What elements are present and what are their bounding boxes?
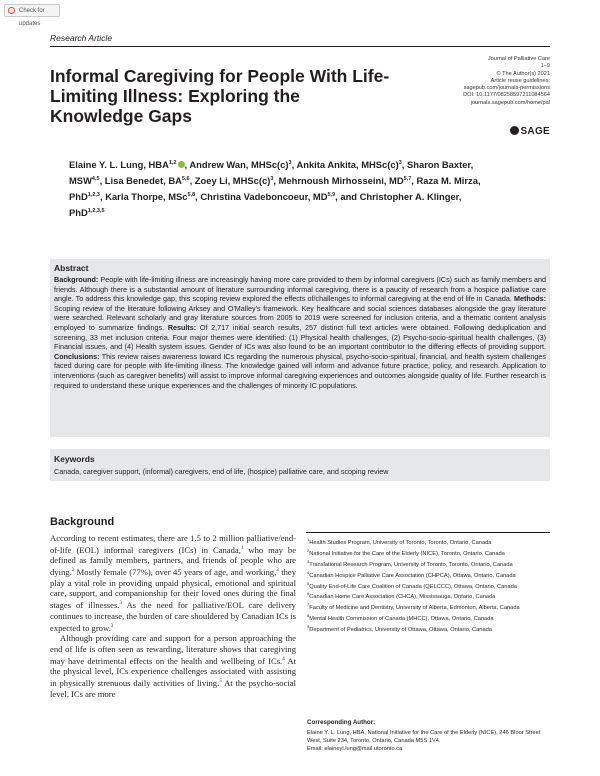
publisher-logo <box>510 126 550 137</box>
affiliation-number: 4 <box>307 569 310 575</box>
check-for-updates-badge[interactable] <box>4 4 60 27</box>
journal-info-line: 1–9 <box>540 63 550 70</box>
affiliation-text: Canadian Home Care Association (CHCA), Mississauga, Ontario, Canada <box>309 594 496 601</box>
affiliation-text: Faculty of Medicine and Dentistry, University of Alberta, Edmonton, Alberta, Canada <box>309 605 520 612</box>
abstract-section-label: Methods: <box>514 294 546 304</box>
body-text-run: At the psycho-social level, ICs are more <box>50 677 296 699</box>
author-name[interactable]: Ankita Ankita, MHSc(c) <box>296 159 399 171</box>
author-separator: , <box>291 159 297 171</box>
author-affiliation-ref: 3 <box>288 160 292 166</box>
affiliation-text: Quality End-of-Life Care Coalition of Canada (QELCCC), Ottawa, Ontario, Canada <box>309 583 517 590</box>
affiliation-item <box>307 569 549 580</box>
author-separator: , <box>411 175 417 187</box>
corresponding-email[interactable]: Email: elaineyl.lung@mail.utoronto.ca <box>307 746 403 752</box>
author-separator: , <box>99 175 105 187</box>
affiliations-list <box>307 536 549 634</box>
body-text <box>50 533 296 699</box>
author-name[interactable]: Elaine Y. L. Lung, HBA <box>69 159 169 171</box>
affiliation-text: Canadian Hospice Palliative Care Association (CHPCA), Ottawa, Ontario, Canada <box>309 572 516 579</box>
body-text-run: At the physical level, ICs experience challenges associated with assisting in physically strenuous daily activities of living. <box>50 655 296 688</box>
citation-ref[interactable]: 3 <box>119 601 122 607</box>
author-name[interactable]: Mehrnoush Mirhosseini, MD <box>278 175 404 187</box>
abstract-section-text: People with life-limiting illness are increasingly having more care provided to them by informal caregivers (ICs) such as family members and friends. Although there is a substantial amount of literature surrounding informal caregiving, there is a paucity of research from a hospice palliative care angle. To address this knowledge gap, this scoping review explored the effects of/challenges to informal caregiving at the end of life in Canada. <box>54 275 546 304</box>
author-affiliation-ref: 5,8 <box>187 192 196 199</box>
affiliation-item <box>307 547 549 558</box>
sage-logo-icon <box>510 126 519 135</box>
affiliation-number: 9 <box>307 624 310 630</box>
abstract-section-label: Conclusions: <box>54 351 100 361</box>
affiliation-text: Translational Research Program, University of Toronto, Toronto, Ontario, Canada <box>309 561 513 568</box>
journal-info <box>390 56 550 107</box>
body-text-run: Although providing care and support for a person approaching the end of life is often seen as rewarding, literature shows that caregiving may have detrimental effects on the health and wellbeing of ICs. <box>50 633 296 666</box>
author-affiliation-ref: 3 <box>270 176 274 183</box>
abstract-text <box>54 275 546 390</box>
check-updates-icon <box>8 7 15 14</box>
corresponding-author-heading: Corresponding Author: <box>307 719 376 726</box>
abstract-section-label: Results: <box>167 322 197 332</box>
author-affiliation-ref: 5,9 <box>327 192 336 199</box>
journal-info-line[interactable]: journals.sagepub.com/home/pal <box>470 99 550 106</box>
publisher-logo-text: SAGE <box>520 126 550 137</box>
affiliation-item <box>307 558 549 569</box>
author-affiliation-ref: 5,6 <box>181 176 190 183</box>
journal-info-line: © The Author(s) 2021 <box>496 70 550 77</box>
affiliation-item <box>307 623 549 634</box>
check-updates-label: Check for updates <box>19 8 45 27</box>
affiliation-item <box>307 536 549 547</box>
author-affiliation-ref: 1,2,3 <box>87 192 100 199</box>
citation-ref[interactable]: 4 <box>282 656 285 662</box>
affiliation-number: 8 <box>307 613 310 619</box>
affiliation-text: Health Studies Program, University of Toronto, Toronto, Ontario, Canada <box>309 539 492 546</box>
body-text-run: they play a vital role in providing unpaid physical, emotional and spiritual care, support, and companionship for their loved ones during the final stages of illnesses. <box>50 566 296 611</box>
author-name[interactable]: Karla Thorpe, MSc <box>105 191 188 203</box>
citation-ref[interactable]: 3 <box>276 568 279 574</box>
body-paragraph <box>50 533 296 633</box>
author-separator: , <box>99 191 106 203</box>
keywords-heading: Keywords <box>54 454 95 464</box>
affiliation-item <box>307 612 549 623</box>
body-paragraph <box>50 633 296 699</box>
citation-ref[interactable]: 5 <box>219 679 222 685</box>
abstract-section-text: Of 2,717 initial search results, 257 distinct full text articles were obtained. Following deduplication and screening, 33 met inclusion criteria. Four major themes were identified: (1) Physical health challenges, (2) Psycho-socio-spiritual health challenges, (3) Financial issues, and (4) Health system issues. Gender of ICs was also found to be an important contributor to the differing effects of providing support. <box>54 322 547 352</box>
article-type: Research Article <box>50 33 113 43</box>
affiliation-item <box>307 580 549 591</box>
corresponding-address: Elaine Y. L. Lung, HBA, National Initiative for the Care of the Elderly (NICE), 246 Bloor Street West, Suite 234, Toronto, Ontario, Canada M5S 1V4. <box>307 730 541 744</box>
affiliation-number: 5 <box>307 580 310 586</box>
abstract-heading: Abstract <box>54 263 89 273</box>
abstract-section-text: Scoping review of the literature following Arksey and O'Malley's framework. Key healthcare and social sciences databases alongside the gray literature were searched. Relevant scholarly and gray literature sources from 2005 to 2019 were screened for inclusion criteria, and a thematic content analysis employed to summarize findings. <box>54 303 546 332</box>
abstract-section-label: Background: <box>54 275 99 284</box>
body-text-run: As the need for palliative/EOL care delivery continues to increase, the burden of care shouldered by Canadian ICs is expected to grow. <box>50 600 296 633</box>
author-separator: , and <box>335 191 360 203</box>
author-affiliation-ref: 1,2,3,5 <box>87 208 105 215</box>
orcid-icon[interactable] <box>178 161 185 168</box>
author-separator: , <box>273 175 279 187</box>
affiliation-number: 1 <box>307 537 310 542</box>
journal-info-line: Journal of Palliative Care <box>487 56 550 62</box>
keywords-box <box>50 449 550 481</box>
keywords-text: Canada, caregiver support, (informal) caregivers, end of life, (hospice) palliative care, and scoping review <box>54 467 389 476</box>
citation-ref[interactable]: 2 <box>71 568 75 574</box>
author-list <box>69 156 489 221</box>
author-separator: , <box>184 159 190 171</box>
affiliation-number: 7 <box>307 602 310 608</box>
body-text-run: who may be defined as family members, partners, and friends of people who are dying. <box>50 544 297 577</box>
journal-info-line[interactable]: DOI: 10.1177/08258597211084564 <box>463 92 550 99</box>
affiliation-item <box>307 590 549 601</box>
article-title: Informal Caregiving for People With Life-Limiting Illness: Exploring the Knowledge Gaps <box>50 66 390 126</box>
corresponding-author-text <box>307 729 549 753</box>
body-text-run: Mostly female (77%), over 45 years of age, and working, <box>74 566 277 577</box>
citation-ref[interactable]: 3 <box>110 623 114 629</box>
affiliation-number: 2 <box>307 547 310 553</box>
author-name[interactable]: Christopher A. Klinger, PhD <box>69 191 462 219</box>
author-separator: , <box>401 159 408 171</box>
author-separator: , <box>189 175 195 187</box>
author-affiliation-ref: 4,5 <box>91 176 100 183</box>
affiliation-text: Department of Pediatrics, University of Ottawa, Ottawa, Ontario, Canada <box>309 627 492 634</box>
affiliation-text: Mental Health Commission of Canada (MHCC), Ottawa, Ontario, Canada <box>309 616 494 623</box>
author-name[interactable]: Andrew Wan, MHSc(c) <box>189 159 289 171</box>
background-heading: Background <box>50 516 115 528</box>
affiliation-number: 6 <box>307 591 310 597</box>
journal-info-line[interactable]: sagepub.com/journals-permissions <box>463 85 550 92</box>
affiliation-number: 3 <box>307 558 310 564</box>
author-name[interactable]: Sharon Baxter, MSW <box>69 159 474 187</box>
affiliation-item <box>307 601 549 612</box>
author-separator: , <box>195 191 201 203</box>
header-rule <box>50 46 550 47</box>
abstract-section-text: This review raises awareness toward ICs regarding the numerous physical, psycho-socio-spiritual, financial, and health system challenges faced during care for people with life-limiting illness. The knowledge gained will inform and advance future practice, policy, and research. Application to interventions (such as caregiver benefits) will assist to improve informal caregiving experiences and outcomes alongside quality of life. Further research is required to understand these unique experiences and the challenges of minority IC populations. <box>54 351 546 390</box>
author-affiliation-ref: 5,7 <box>403 176 412 183</box>
author-affiliation-ref: 1,2 <box>168 160 177 166</box>
author-name[interactable]: Zoey Li, MHSc(c) <box>194 175 271 187</box>
body-text-run: According to recent estimates, there are 1.5 to 2 million palliative/end-of-life (EOL) informal caregivers (ICs) in Canada, <box>50 533 296 555</box>
author-name[interactable]: Christina Vadeboncoeur, MD <box>200 191 328 203</box>
affiliation-text: National Initiative for the Care of the Elderly (NICE), Toronto, Ontario, Canada <box>309 550 505 557</box>
citation-ref[interactable]: 1 <box>240 545 244 551</box>
author-name[interactable]: Raza M. Mirza, PhD <box>69 175 481 203</box>
affiliations-rule <box>306 532 550 533</box>
author-affiliation-ref: 3 <box>398 160 402 166</box>
journal-info-line[interactable]: Article reuse guidelines: <box>490 77 550 84</box>
author-name[interactable]: Lisa Benedet, BA <box>104 175 182 187</box>
